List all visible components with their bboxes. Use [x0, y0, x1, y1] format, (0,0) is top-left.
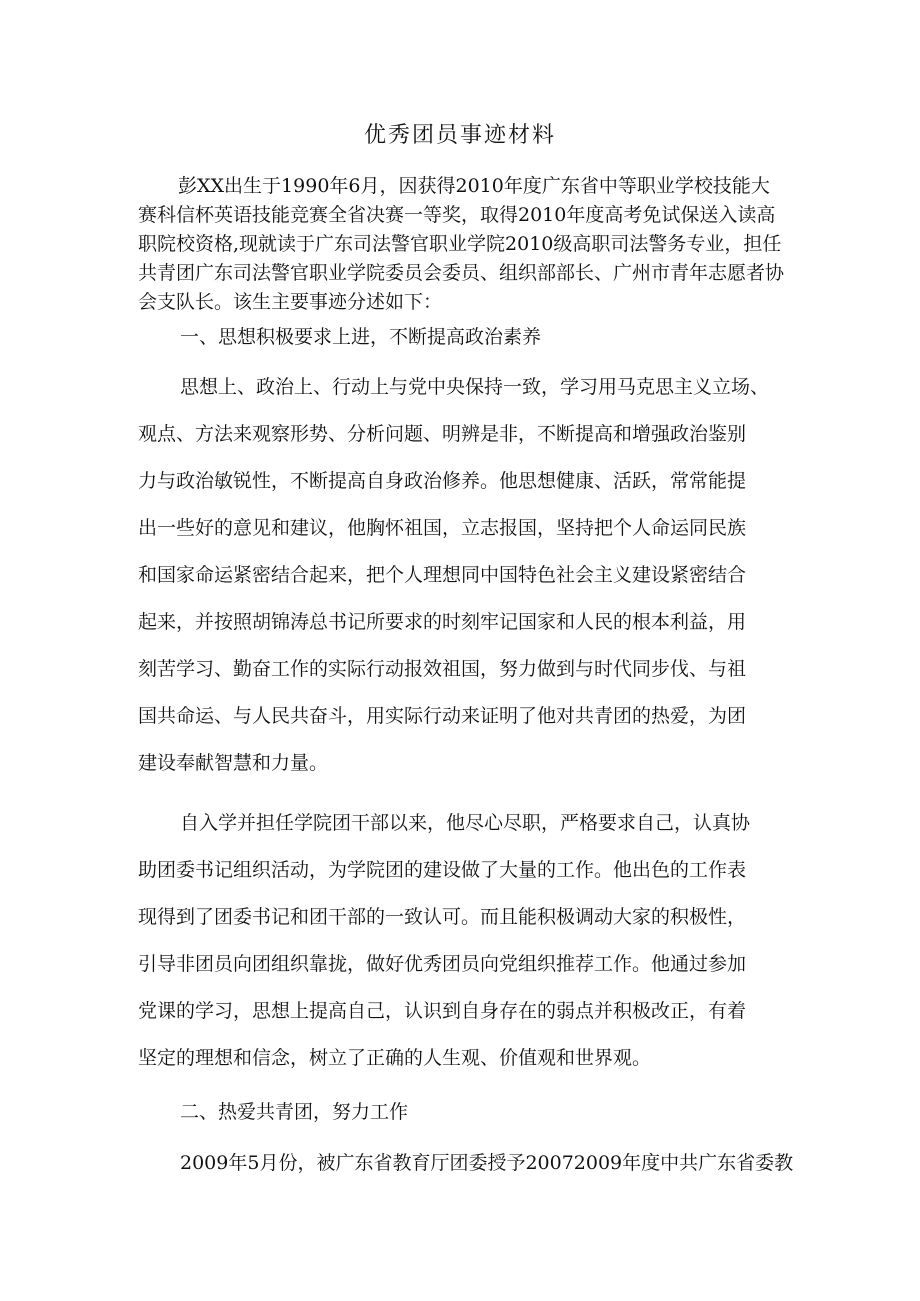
para1-line-9: 建设奉献智慧和力量。: [138, 752, 329, 774]
para1-line-6: 起来，并按照胡锦涛总书记所要求的时刻牢记国家和人民的根本利益，用: [138, 611, 747, 633]
document-title: 优秀团员事迹材料: [363, 123, 556, 148]
section-2-heading: 二、热爱共青团，努力工作: [180, 1101, 409, 1123]
intro-paragraph: 彭XX出生于1990年6月，因获得2010年度广东省中等职业学校技能大赛科信杯英语技能竞赛全省决赛一等奖，取得2010年度高考免试保送入读高职院校资格,现就读于广东司法警官职业学院2010级高职司法警务专业，担任共青团广东司法警官职业学院委员会委员、组织部部长、广州市青年志愿者协会支队长。该生主要事迹分述如下：: [138, 175, 785, 313]
para2-line-6: 坚定的理想和信念，树立了正确的人生观、价值观和世界观。: [138, 1047, 652, 1069]
para1-line-4: 出一些好的意见和建议，他胸怀祖国，立志报国，坚持把个人命运同民族: [138, 517, 747, 539]
para1-line-5: 和国家命运紧密结合起来，把个人理想同中国特色社会主义建设紧密结合: [138, 564, 747, 586]
para2-line-4: 引导非团员向团组织靠拢，做好优秀团员向党组织推荐工作。他通过参加: [138, 953, 747, 975]
section-1-heading: 一、思想积极要求上进，不断提高政治素养: [180, 326, 542, 348]
para1-line-8: 国共命运、与人民共奋斗，用实际行动来证明了他对共青团的热爱，为团: [138, 705, 747, 727]
para1-line-7: 刻苦学习、勤奋工作的实际行动报效祖国，努力做到与时代同步伐、与祖: [138, 658, 747, 680]
para2-line-1: 自入学并担任学院团干部以来，他尽心尽职，严格要求自己，认真协: [180, 812, 751, 834]
para2-line-5: 党课的学习，思想上提高自己，认识到自身存在的弱点并积极改正，有着: [138, 1000, 747, 1022]
para1-line-1: 思想上、政治上、行动上与党中央保持一致，学习用马克思主义立场、: [180, 376, 770, 398]
para2-line-2: 助团委书记组织活动，为学院团的建设做了大量的工作。他出色的工作表: [138, 859, 747, 881]
para1-line-2: 观点、方法来观察形势、分析问题、明辨是非，不断提高和增强政治鉴别: [138, 423, 747, 445]
para1-line-3: 力与政治敏锐性，不断提高自身政治修养。他思想健康、活跃，常常能提: [138, 470, 747, 492]
para3-line-1: 2009年5月份，被广东省教育厅团委授予20072009年度中共广东省委教: [180, 1152, 794, 1174]
para2-line-3: 现得到了团委书记和团干部的一致认可。而且能积极调动大家的积极性，: [138, 906, 747, 928]
